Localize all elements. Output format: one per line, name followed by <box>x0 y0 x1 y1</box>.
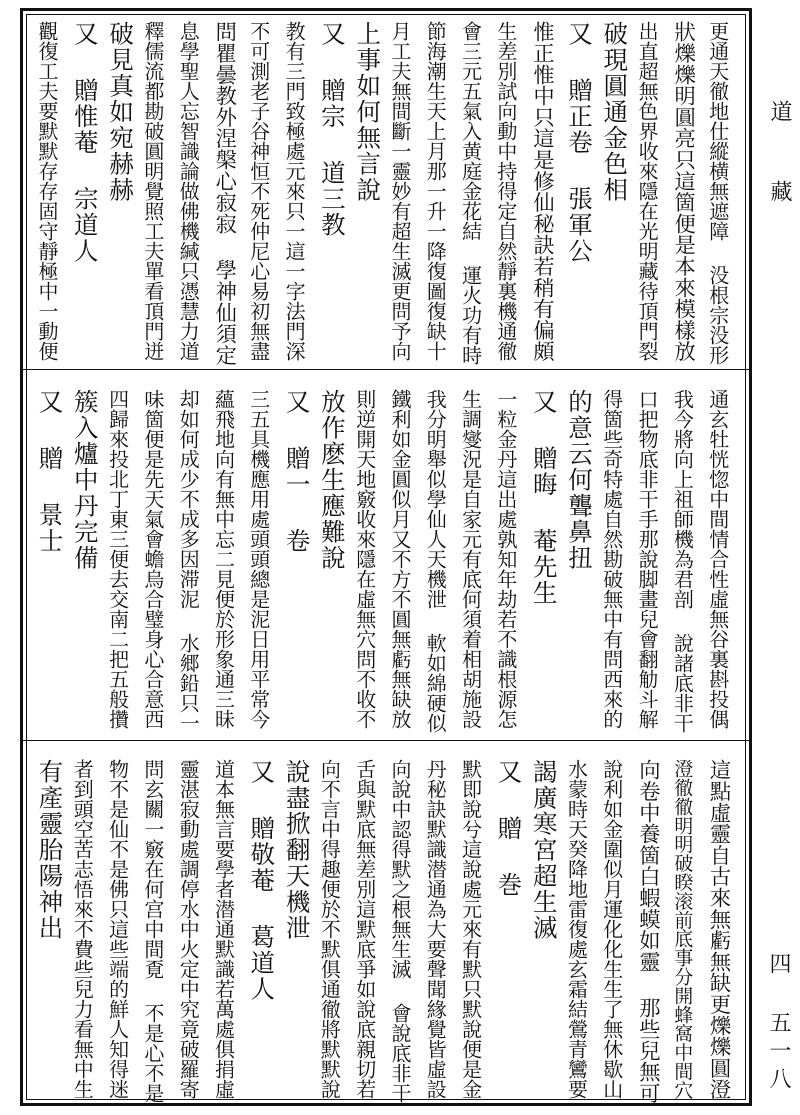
margin-collection: 藏 <box>767 180 792 202</box>
text-column: 三五具機應用處頭頭總是泥日用平常今 <box>246 389 271 729</box>
text-column: 丹秘訣默識潜通為大要聲聞緣覺皆虛設 <box>423 759 448 1099</box>
text-column: 節海潮生天上月那一升一降復圖復缺十 <box>423 21 448 361</box>
text-column: 息學聖人忘智識論做佛機緘只憑慧力道 <box>176 21 201 361</box>
text-column: 又 贈 景士 <box>35 389 65 554</box>
text-column: 蘊飛地向有無中忘二見便於形象通三昧 <box>211 389 236 729</box>
text-panel-2 <box>33 389 739 734</box>
text-column: 又 贈宗 道三教 <box>317 21 347 238</box>
text-column: 教有三門致極處元來只一這一字法門深 <box>282 21 307 361</box>
text-column: 澄徹徹明明破睽滚前底事分開蜂窩中間穴 <box>671 759 694 1100</box>
text-column: 的意云何聾鼻扭 <box>565 389 594 571</box>
text-column: 却如何成少不成多因滞泥 水郷鉛只一 <box>176 389 201 733</box>
text-column: 又 贈正卷 張軍公 <box>565 21 594 264</box>
text-column: 生差別試向動中持得定自然靜裏機通徹 <box>493 21 518 361</box>
text-panel-3 <box>33 759 739 1104</box>
text-column: 出直超無色界收來隱在光明藏待頂門裂 <box>635 21 660 361</box>
text-column: 我今將向上祖師機為君剖 說諸底非干 <box>670 389 695 733</box>
text-column: 又 贈晦 菴先生 <box>529 389 559 606</box>
text-column: 口把物底非干手那說脚畫兒會翻觔斗解 <box>635 389 660 729</box>
text-column: 我分明舉似學仙人天機泄 軟如綿硬似 <box>423 389 448 733</box>
text-column: 破見真如宛赫赫 <box>106 21 136 203</box>
text-column: 道本無言要學者潜通默識若萬處俱捐虛 <box>211 759 236 1099</box>
text-column: 觀復工夫要默默存存固守靜極中一動便 <box>35 21 59 361</box>
text-column: 又 贈一 卷 <box>282 389 312 554</box>
page-number: 四 五一八 <box>766 952 791 1095</box>
text-column: 更通天徹地仕縱横無遮障 没根宗没形 <box>705 21 730 365</box>
text-column: 水蒙時天癸降地雷復處玄霜結鶯青鸞要 <box>564 759 589 1099</box>
text-column: 說利如金圍似月運化化生生了無休歇山 <box>599 759 624 1099</box>
text-column: 又 贈惟菴 宗道人 <box>70 21 100 264</box>
text-column: 有產靈胎陽神出 <box>35 759 65 941</box>
text-column: 問瞿曇教外涅槃心寂寂 學神仙須定 <box>211 21 237 366</box>
text-column: 舌與默底無差別這默底爭如說底親切若 <box>352 759 377 1099</box>
text-panel-1 <box>33 21 739 366</box>
text-column: 向不言中得趣便於不默俱通徹將默默說 <box>317 759 342 1099</box>
text-column: 問玄關一竅在何宫中間覔 不是心不是 <box>140 759 165 1103</box>
text-column: 狀爍爍明圓亮只這箇便是本來模樣放 <box>670 21 696 362</box>
text-column: 向卷中養箇白蝦蟆如靈 那些兒無可 <box>635 759 661 1104</box>
text-column: 會三元五氣入黄庭金花結 運火功有時 <box>458 21 483 365</box>
text-column: 靈湛寂動處調停水中火定中究竟破羅寄 <box>176 759 201 1099</box>
text-column: 四歸來投北丁東三便去交南二把五般攢 <box>105 389 130 729</box>
text-column: 釋儒流都勘破圓明覺照工夫單看頂門迸 <box>140 21 165 361</box>
text-column: 者到頭空苦志悟來不費些兒力看無中生 <box>70 759 95 1099</box>
text-column: 得箇些奇特處自然勘破無中有問西來的 <box>599 389 624 729</box>
text-column: 生調燮況是自家元有底何須着相胡施設 <box>458 389 483 729</box>
text-column: 鐵利如金圓似月又不方不圓無虧無缺放 <box>388 389 412 729</box>
text-column: 這點虛靈自古來無虧無缺更爍爍圓澄 <box>705 759 731 1100</box>
panel-divider <box>23 369 749 370</box>
text-column: 月工夫無間斷一靈妙有超生滅更問予向 <box>388 21 412 361</box>
text-column: 破現圓通金色相 <box>600 21 630 203</box>
text-column: 放作麽生應難說 <box>317 389 347 571</box>
text-column: 則逆開天地竅收來隱在虛無穴問不收不 <box>352 389 377 729</box>
panel-divider <box>23 740 749 741</box>
text-column: 默即說兮這說處元來有默只默說便是金 <box>458 759 483 1099</box>
text-column: 惟正惟中只這是修仙秘訣若稍有偏頗 <box>529 21 555 362</box>
text-column: 一粒金丹這出處孰知年劫若不識根源怎 <box>493 389 518 729</box>
text-column: 物不是仙不是佛只這些端的鮮人知得迷 <box>105 759 130 1099</box>
text-column: 通玄牡恍惚中間情合性虛無谷裏斟投偶 <box>705 389 730 729</box>
text-column: 謁廣寒宮超生滅 <box>529 759 559 941</box>
margin-title: 道 <box>767 100 792 122</box>
text-column: 簇入爐中丹完備 <box>70 389 100 571</box>
text-column: 說盡掀翻天機泄 <box>282 759 312 941</box>
text-column: 向說中認得默之根無生滅 會說底非干 <box>388 759 412 1103</box>
text-column: 上事如何無言說 <box>353 21 383 203</box>
text-column: 味箇便是先天氣會蟾烏合璧身心合意西 <box>140 389 165 729</box>
sutra-page <box>20 8 752 1106</box>
text-column: 不可測老子谷神恒不死仲尼心易初無盡 <box>246 21 271 361</box>
text-column: 又 贈敬菴 葛道人 <box>247 759 277 1002</box>
text-column: 又 贈 巻 <box>494 759 524 898</box>
